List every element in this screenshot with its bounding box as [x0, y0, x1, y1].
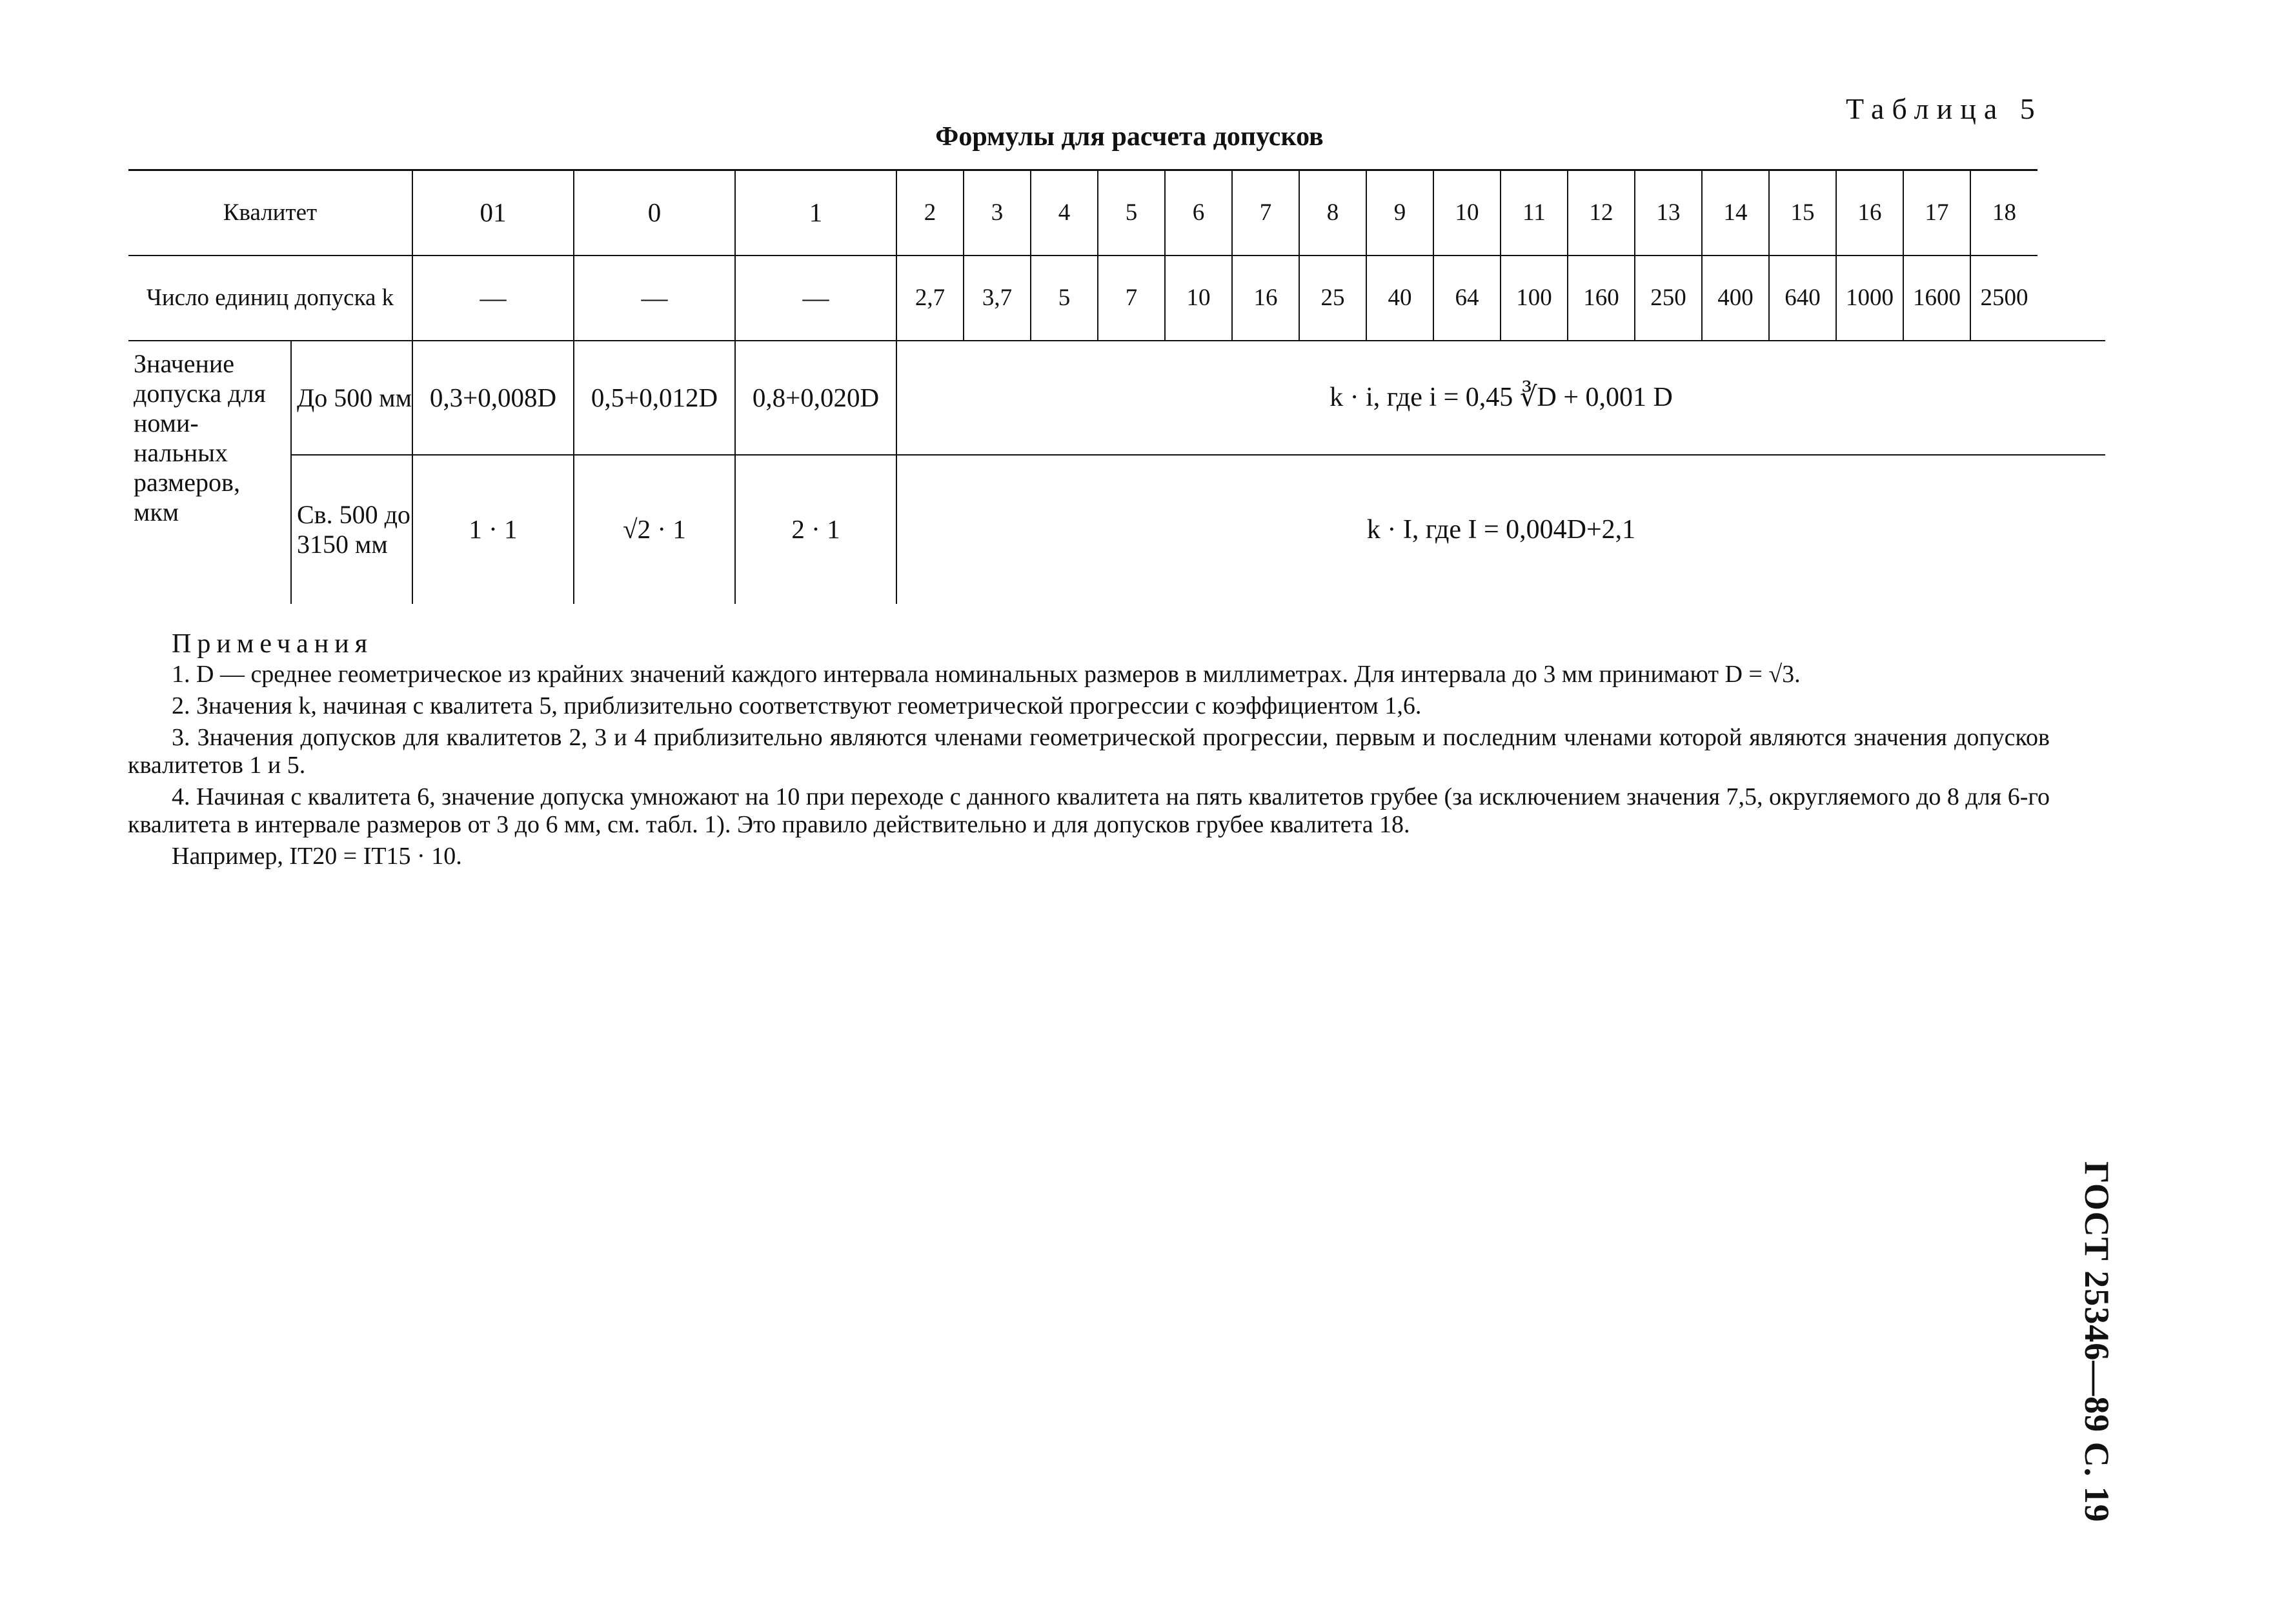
grade-cell: 3 — [964, 170, 1031, 256]
k-value-cell: — — [735, 256, 896, 341]
k-units-row — [128, 256, 2105, 341]
grade-header-label: Квалитет — [128, 170, 412, 256]
grade-cell: 11 — [1501, 170, 1568, 256]
grade-cell: 7 — [1232, 170, 1299, 256]
notes-section — [128, 629, 2050, 870]
k-value-cell: — — [412, 256, 574, 341]
tolerance-formula-cell: √2 · 1 — [574, 455, 735, 604]
grade-cell: 8 — [1299, 170, 1366, 256]
grade-cell: 6 — [1165, 170, 1232, 256]
tolerance-formula-cell: 0,5+0,012D — [574, 341, 735, 455]
k-units-label: Число единиц допуска k — [128, 256, 412, 341]
grade-cell: 14 — [1702, 170, 1769, 256]
size-range-500-to-3150: Св. 500 до 3150 мм — [291, 455, 412, 604]
k-value-cell: 2,7 — [896, 256, 964, 341]
note-item: 2. Значения k, начиная с квалитета 5, приблизительно соответствуют геометрической прогрессии с коэффициентом 1,6. — [172, 692, 1422, 720]
k-value-cell: 40 — [1366, 256, 1433, 341]
k-value-cell: 1600 — [1903, 256, 1970, 341]
k-value-cell: 640 — [1769, 256, 1836, 341]
tolerance-row-up-to-500 — [128, 341, 2105, 455]
note-item: 4. Начиная с квалитета 6, значение допуска умножают на 10 при переходе с данного квалитета на пять квалитетов грубее (за исключением значения 7,5, округляемого до 8 для 6-го квалитета в интервале размеров от 3 до 6 мм, см. табл. 1). Это правило действительно и для допусков грубее квалитета 18. — [128, 783, 2050, 839]
tolerance-value-label: Значение допуска для номи-нальных размеров, мкм — [128, 341, 291, 604]
grade-cell: 9 — [1366, 170, 1433, 256]
grade-cell: 4 — [1031, 170, 1098, 256]
note-item: 3. Значения допусков для квалитетов 2, 3 и 4 приблизительно являются членами геометрической прогрессии, первым и последним членами которой являются значения допусков квалитетов 1 и 5. — [128, 724, 2050, 779]
k-value-cell: 100 — [1501, 256, 1568, 341]
general-formula-500-to-3150: k · I, где I = 0,004D+2,1 — [896, 455, 2105, 604]
k-value-cell: 64 — [1433, 256, 1501, 341]
running-header-gost: ГОСТ 25346—89 С. 19 — [2078, 1161, 2116, 1523]
grade-cell: 17 — [1903, 170, 1970, 256]
k-value-cell: 16 — [1232, 256, 1299, 341]
grade-cell: 1 — [735, 170, 896, 256]
grade-cell: 10 — [1433, 170, 1501, 256]
size-range-up-to-500: До 500 мм — [291, 341, 412, 455]
k-value-cell: 1000 — [1836, 256, 1903, 341]
tolerance-formula-cell: 0,3+0,008D — [412, 341, 574, 455]
grade-cell: 13 — [1635, 170, 1702, 256]
grade-cell: 5 — [1098, 170, 1165, 256]
k-value-cell: 160 — [1568, 256, 1635, 341]
note-item: 1. D — среднее геометрическое из крайних значений каждого интервала номинальных размеров в миллиметрах. Для интервала до 3 мм принимают D = √3. — [172, 661, 1801, 688]
tolerance-formula-table — [128, 169, 2105, 604]
grade-cell: 18 — [1970, 170, 2037, 256]
grade-cell: 01 — [412, 170, 574, 256]
table-number-label: Таблица 5 — [1846, 92, 2043, 125]
k-value-cell: 10 — [1165, 256, 1232, 341]
tolerance-formula-cell: 2 · 1 — [735, 455, 896, 604]
tolerance-row-500-to-3150 — [128, 455, 2105, 604]
k-value-cell: 2500 — [1970, 256, 2037, 341]
k-value-cell: 3,7 — [964, 256, 1031, 341]
grade-cell: 0 — [574, 170, 735, 256]
grade-header-row — [128, 170, 2105, 256]
k-value-cell: 5 — [1031, 256, 1098, 341]
k-value-cell: 25 — [1299, 256, 1366, 341]
notes-heading: Примечания — [172, 629, 374, 659]
general-formula-up-to-500: k · i, где i = 0,45 ∛D + 0,001 D — [896, 341, 2105, 455]
k-value-cell: 7 — [1098, 256, 1165, 341]
k-value-cell: 400 — [1702, 256, 1769, 341]
grade-cell: 16 — [1836, 170, 1903, 256]
grade-cell: 12 — [1568, 170, 1635, 256]
k-value-cell: 250 — [1635, 256, 1702, 341]
grade-cell: 15 — [1769, 170, 1836, 256]
note-example: Например, IT20 = IT15 · 10. — [172, 843, 462, 870]
k-value-cell: — — [574, 256, 735, 341]
tolerance-formula-cell: 1 · 1 — [412, 455, 574, 604]
grade-cell: 2 — [896, 170, 964, 256]
table-title: Формулы для расчета допусков — [935, 122, 1324, 152]
tolerance-formula-cell: 0,8+0,020D — [735, 341, 896, 455]
